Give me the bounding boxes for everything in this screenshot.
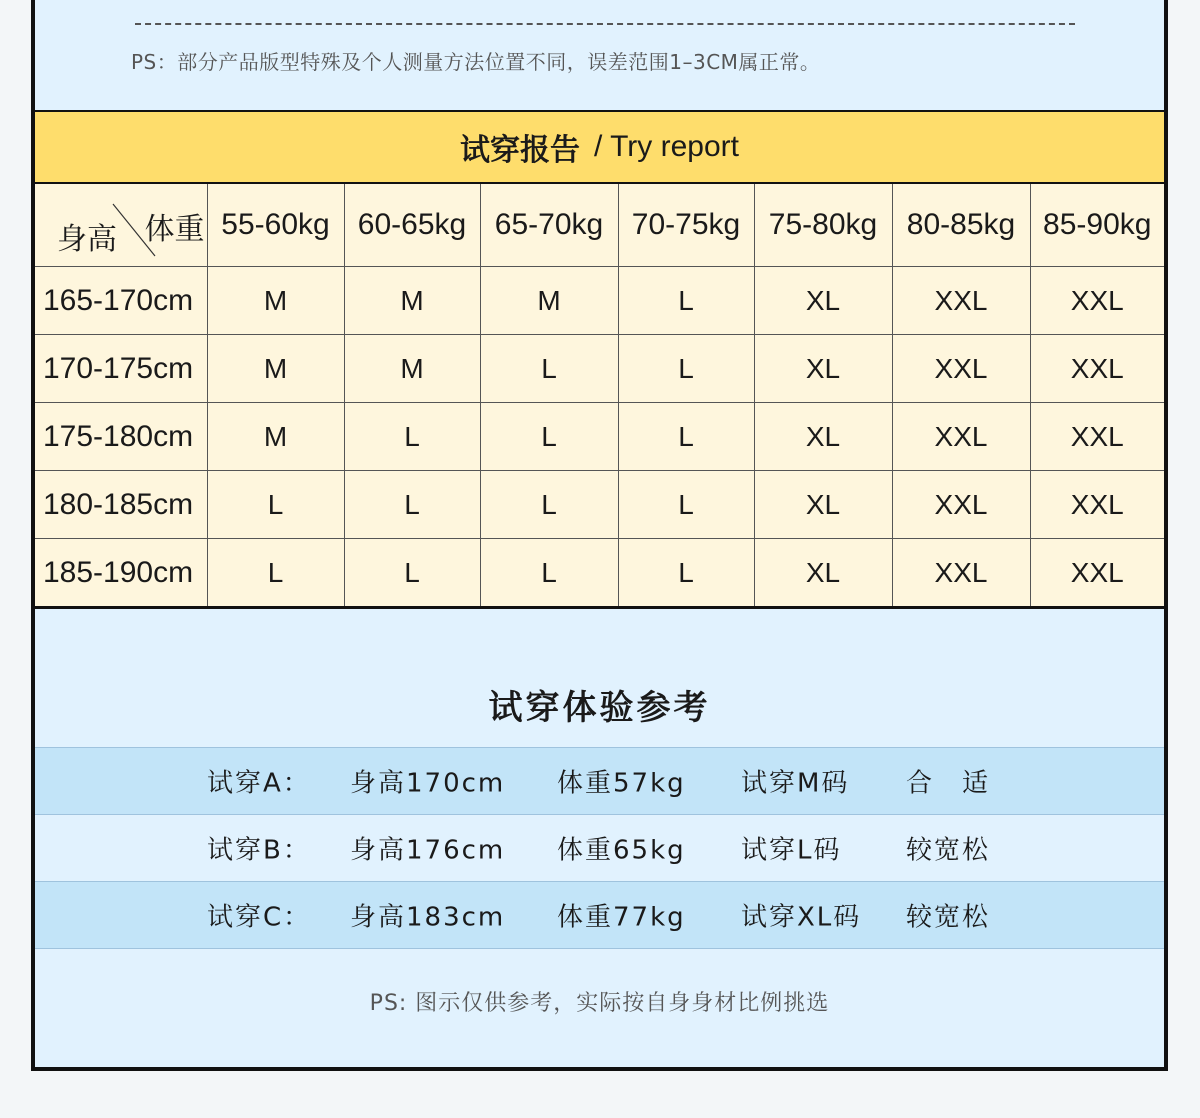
tester-fit: 较宽松 — [906, 835, 991, 866]
size-cell: XXL — [1030, 539, 1164, 608]
corner-weight-label: 体重 — [144, 213, 205, 246]
size-chart-header-row — [35, 184, 1164, 267]
size-cell: M — [207, 267, 344, 335]
try-report-title-en: / Try report — [593, 130, 740, 163]
size-cell: L — [344, 403, 480, 471]
size-cell: L — [344, 539, 480, 608]
experience-title: 试穿体验参考 — [488, 688, 711, 728]
size-cell: XXL — [1030, 471, 1164, 539]
tester-label: 试穿B： — [207, 835, 311, 866]
tester-size: 试穿XL码 — [741, 902, 862, 933]
tester-fit: 合 适 — [906, 768, 991, 799]
weight-header: 60-65kg — [344, 184, 480, 267]
size-cell: L — [618, 539, 754, 608]
try-report-header — [35, 110, 1164, 184]
size-cell: L — [618, 403, 754, 471]
tester-height: 身高183cm — [350, 902, 506, 933]
table-row — [35, 335, 1164, 403]
measurement-note: PS：部分产品版型特殊及个人测量方法位置不同，误差范围1–3CM属正常。 — [131, 50, 821, 74]
size-cell: L — [207, 539, 344, 608]
height-header: 175-180cm — [35, 403, 207, 471]
size-cell: XXL — [892, 267, 1030, 335]
height-header: 185-190cm — [35, 539, 207, 608]
size-cell: L — [480, 335, 618, 403]
tester-weight: 体重57kg — [557, 768, 686, 799]
corner-cell — [35, 184, 207, 267]
weight-header: 65-70kg — [480, 184, 618, 267]
size-cell: XL — [754, 471, 892, 539]
height-header: 165-170cm — [35, 267, 207, 335]
tester-height: 身高176cm — [350, 835, 506, 866]
size-cell: M — [207, 403, 344, 471]
table-row — [35, 403, 1164, 471]
size-cell: L — [618, 471, 754, 539]
weight-header: 85-90kg — [1030, 184, 1164, 267]
size-cell: L — [618, 335, 754, 403]
table-row — [35, 539, 1164, 608]
tester-fit: 较宽松 — [906, 902, 991, 933]
dashed-divider — [135, 23, 1075, 25]
size-chart-table — [35, 184, 1164, 609]
height-header: 170-175cm — [35, 335, 207, 403]
size-cell: XL — [754, 403, 892, 471]
size-cell: M — [344, 335, 480, 403]
size-cell: M — [344, 267, 480, 335]
size-cell: XXL — [1030, 267, 1164, 335]
weight-header: 75-80kg — [754, 184, 892, 267]
experience-row-a — [35, 747, 1164, 814]
table-row — [35, 471, 1164, 539]
size-cell: XL — [754, 267, 892, 335]
experience-row-b — [35, 814, 1164, 881]
corner-height-label: 身高 — [57, 223, 117, 256]
size-cell: XXL — [1030, 403, 1164, 471]
height-header: 180-185cm — [35, 471, 207, 539]
size-cell: XXL — [892, 471, 1030, 539]
tester-size: 试穿L码 — [741, 835, 842, 866]
size-cell: L — [480, 539, 618, 608]
weight-header: 55-60kg — [207, 184, 344, 267]
size-cell: XL — [754, 539, 892, 608]
size-cell: L — [480, 471, 618, 539]
size-cell: L — [480, 403, 618, 471]
tester-size: 试穿M码 — [741, 768, 850, 799]
tester-weight: 体重77kg — [557, 902, 686, 933]
size-cell: L — [618, 267, 754, 335]
tester-weight: 体重65kg — [557, 835, 686, 866]
size-cell: XXL — [1030, 335, 1164, 403]
size-cell: M — [207, 335, 344, 403]
try-report-title-cn: 试穿报告 — [459, 133, 580, 168]
size-cell: XXL — [892, 539, 1030, 608]
weight-header: 70-75kg — [618, 184, 754, 267]
reference-note: PS: 图示仅供参考，实际按自身身材比例挑选 — [369, 991, 830, 1016]
tester-height: 身高170cm — [350, 768, 506, 799]
experience-row-c — [35, 881, 1164, 949]
tester-label: 试穿A： — [207, 768, 311, 799]
size-cell: L — [207, 471, 344, 539]
size-guide-panel — [31, 0, 1168, 1071]
size-cell: XXL — [892, 403, 1030, 471]
size-cell: M — [480, 267, 618, 335]
size-cell: XL — [754, 335, 892, 403]
size-cell: XXL — [892, 335, 1030, 403]
weight-header: 80-85kg — [892, 184, 1030, 267]
tester-label: 试穿C： — [207, 902, 312, 933]
size-cell: L — [344, 471, 480, 539]
table-row — [35, 267, 1164, 335]
